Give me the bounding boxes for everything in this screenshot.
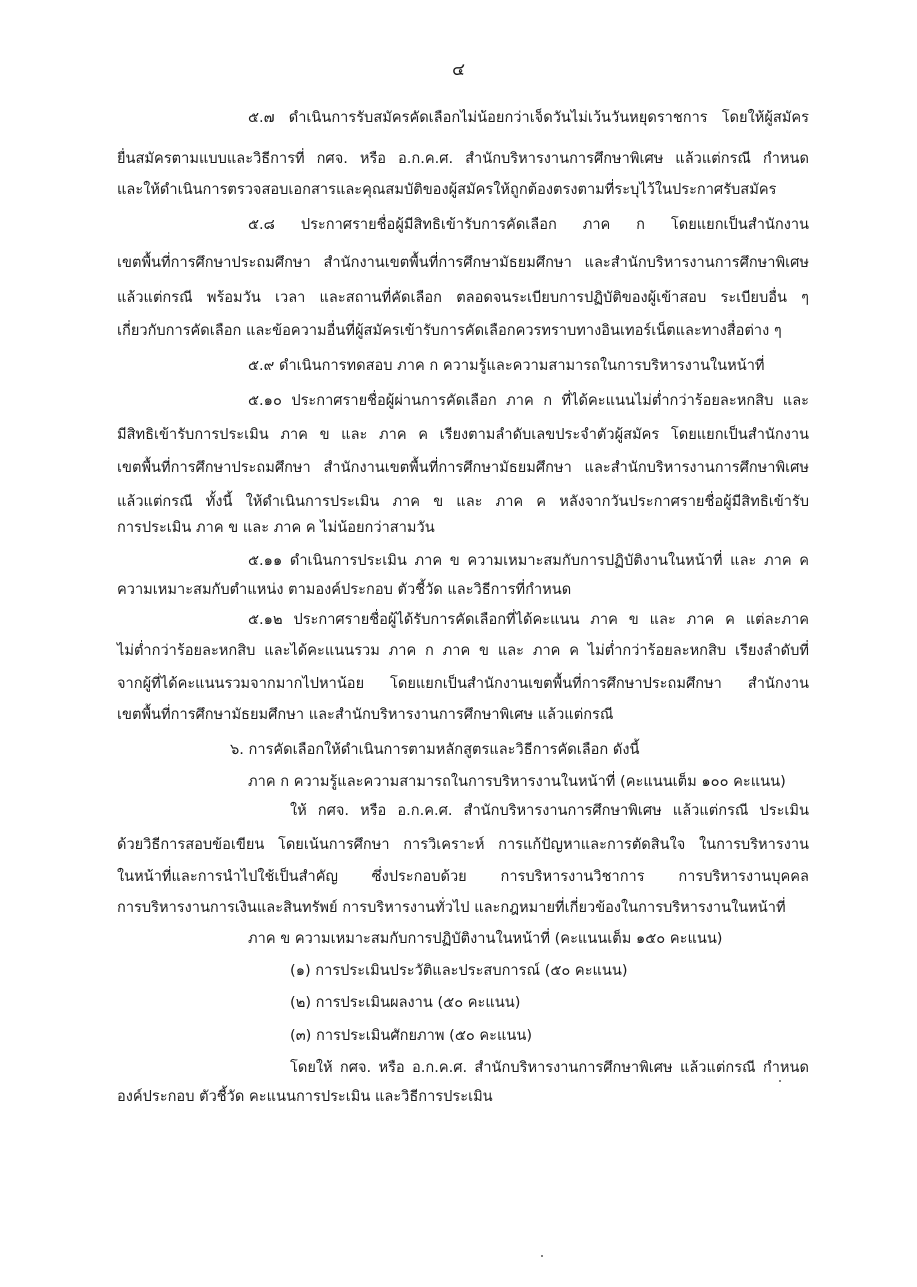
paragraph-line: ๕.๑๒ ประกาศรายชื่อผู้ได้รับการคัดเลือกที่ได้คะแนน ภาค ข และ ภาค ค แต่ละภาค [248,611,809,628]
paragraph-line: ในหน้าที่และการนำไปใช้เป็นสำคัญ ซึ่งประกอบด้วย การบริหารงานวิชาการ การบริหารงานบุคคล [117,868,809,885]
paragraph-line: การประเมิน ภาค ข และ ภาค ค ไม่น้อยกว่าสามวัน [117,519,435,536]
paragraph-line: เกี่ยวกับการคัดเลือก และข้อความอื่นที่ผู้สมัครเข้ารับการคัดเลือกควรทราบทางอินเทอร์เน็ตและทางสื่อต่าง ๆ [117,322,782,339]
section-heading: ๖. การคัดเลือกให้ดำเนินการตามหลักสูตรและวิธีการคัดเลือก ดังนี้ [230,741,640,758]
list-item: (๒) การประเมินผลงาน (๕๐ คะแนน) [290,994,521,1011]
paragraph-line: การบริหารงานการเงินและสินทรัพย์ การบริหารงานทั่วไป และกฎหมายที่เกี่ยวข้องในการบริหารงานในหน้าที่ [117,899,786,916]
paragraph-line: ไม่ต่ำกว่าร้อยละหกสิบ และได้คะแนนรวม ภาค ก ภาค ข และ ภาค ค ไม่ต่ำกว่าร้อยละหกสิบ เรียงลำดับที่ [117,642,809,659]
paragraph-line: ๕.๑๐ ประกาศรายชื่อผู้ผ่านการคัดเลือก ภาค ก ที่ได้คะแนนไม่ต่ำกว่าร้อยละหกสิบ และ [248,392,809,409]
paragraph-line: มีสิทธิเข้ารับการประเมิน ภาค ข และ ภาค ค เรียงตามลำดับเลขประจำตัวผู้สมัคร โดยแยกเป็นสำนักงาน [117,426,809,443]
paragraph-line: ยื่นสมัครตามแบบและวิธีการที่ กศจ. หรือ อ.ก.ค.ศ. สำนักบริหารงานการศึกษาพิเศษ แล้วแต่กรณี กำหนด [117,150,809,167]
scan-speck [779,1080,781,1082]
paragraph-line: แล้วแต่กรณี ทั้งนี้ ให้ดำเนินการประเมิน ภาค ข และ ภาค ค หลังจากวันประกาศรายชื่อผู้มีสิทธิเข้ารับ [117,493,809,510]
paragraph-line: องค์ประกอบ ตัวชี้วัด คะแนนการประเมิน และวิธีการประเมิน [117,1088,493,1105]
paragraph-line: โดยให้ กศจ. หรือ อ.ก.ค.ศ. สำนักบริหารงานการศึกษาพิเศษ แล้วแต่กรณี กำหนด [290,1059,809,1076]
list-item: (๓) การประเมินศักยภาพ (๕๐ คะแนน) [290,1027,533,1044]
paragraph-line: ๕.๗ ดำเนินการรับสมัครคัดเลือกไม่น้อยกว่าเจ็ดวันไม่เว้นวันหยุดราชการ โดยให้ผู้สมัคร [248,109,809,126]
paragraph-line: แล้วแต่กรณี พร้อมวัน เวลา และสถานที่คัดเลือก ตลอดจนระเบียบการปฏิบัติของผู้เข้าสอบ ระเบียบอื่น ๆ [117,289,809,306]
paragraph-line: ให้ กศจ. หรือ อ.ก.ค.ศ. สำนักบริหารงานการศึกษาพิเศษ แล้วแต่กรณี ประเมิน [290,802,809,819]
paragraph-line: เขตพื้นที่การศึกษาประถมศึกษา สำนักงานเขตพื้นที่การศึกษามัธยมศึกษา และสำนักบริหารงานการศึกษาพิเศษ [117,459,809,476]
paragraph-line: เขตพื้นที่การศึกษาประถมศึกษา สำนักงานเขตพื้นที่การศึกษามัธยมศึกษา และสำนักบริหารงานการศึกษาพิเศษ [117,254,809,271]
paragraph-line: ความเหมาะสมกับตำแหน่ง ตามองค์ประกอบ ตัวชี้วัด และวิธีการที่กำหนด [117,581,572,598]
section-subheading: ภาค ข ความเหมาะสมกับการปฏิบัติงานในหน้าที่ (คะแนนเต็ม ๑๕๐ คะแนน) [248,930,723,947]
paragraph-line: ๕.๑๑ ดำเนินการประเมิน ภาค ข ความเหมาะสมกับการปฏิบัติงานในหน้าที่ และ ภาค ค [248,552,809,569]
list-item: (๑) การประเมินประวัติและประสบการณ์ (๕๐ คะแนน) [290,962,628,979]
scan-speck [541,1255,543,1257]
page-number: ๔ [452,60,465,80]
paragraph-line: เขตพื้นที่การศึกษามัธยมศึกษา และสำนักบริหารงานการศึกษาพิเศษ แล้วแต่กรณี [117,706,614,723]
section-subheading: ภาค ก ความรู้และความสามารถในการบริหารงานในหน้าที่ (คะแนนเต็ม ๑๐๐ คะแนน) [248,773,786,790]
paragraph-line: และให้ดำเนินการตรวจสอบเอกสารและคุณสมบัติของผู้สมัครให้ถูกต้องตรงตามที่ระบุไว้ในประกาศรับสมัคร [117,181,777,198]
paragraph-line: ๕.๘ ประกาศรายชื่อผู้มีสิทธิเข้ารับการคัดเลือก ภาค ก โดยแยกเป็นสำนักงาน [248,216,809,233]
paragraph-line: จากผู้ที่ได้คะแนนรวมจากมากไปหาน้อย โดยแยกเป็นสำนักงานเขตพื้นที่การศึกษาประถมศึกษา สำนักงาน [117,675,809,692]
paragraph-line: ด้วยวิธีการสอบข้อเขียน โดยเน้นการศึกษา การวิเคราะห์ การแก้ปัญหาและการตัดสินใจ ในการบริหารงาน [117,836,809,853]
paragraph-line: ๕.๙ ดำเนินการทดสอบ ภาค ก ความรู้และความสามารถในการบริหารงานในหน้าที่ [248,357,765,374]
